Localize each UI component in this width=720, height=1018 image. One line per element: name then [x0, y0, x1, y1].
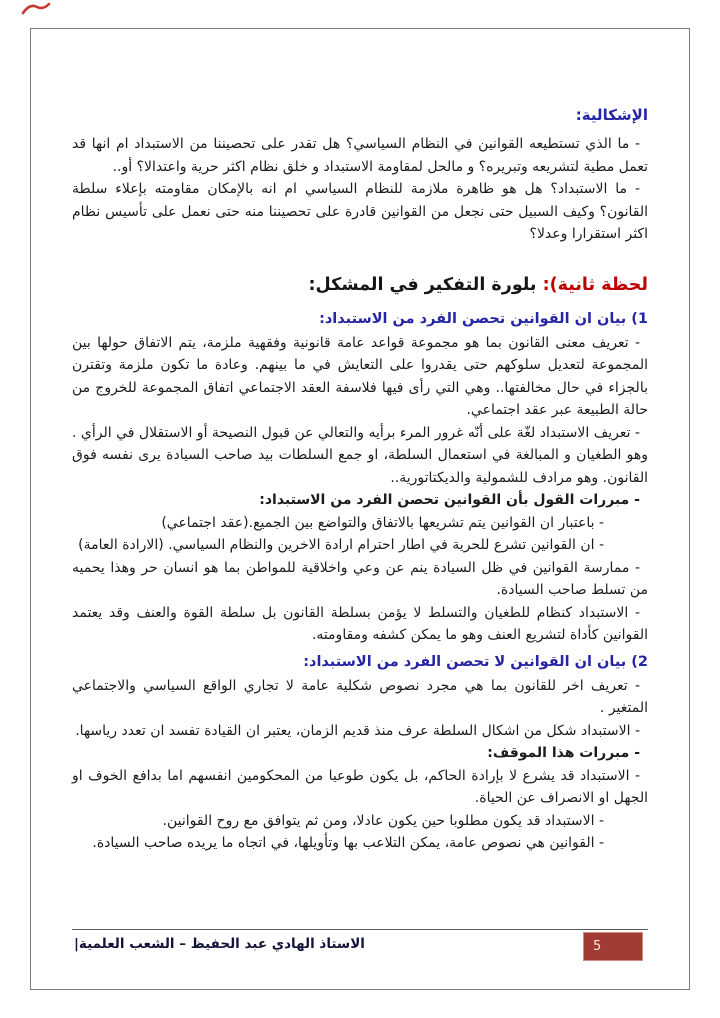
- page-content: [72, 103, 648, 855]
- section-1-heading: 1) بيان ان القوانين تحصن الفرد من الاستبداد:: [319, 310, 648, 327]
- footer-author: الاستاذ الهادي عبد الحفيظ – الشعب العلمية|: [74, 936, 365, 952]
- second-moment-heading: [72, 272, 648, 298]
- list-item: - ان القوانين تشرع للحرية في اطار احترام ارادة الاخرين والنظام السياسي. (الارادة العامة): [78, 537, 604, 553]
- list-item: - الاستبداد قد يشرع لا بإرادة الحاكم، بل يكون طوعيا من المحكومين انفسهم اما بدافع الخوف او الجهل او الانصراف عن الحياة.: [72, 767, 648, 806]
- problem-heading: الإشكالية:: [575, 106, 648, 124]
- list-item: - الاستبداد قد يكون مطلوبا حين يكون عادلا، ومن ثم يتوافق مع روح القوانين.: [162, 812, 604, 829]
- problem-bullet: - ما الذي تستطيعه القوانين في النظام السياسي؟ هل تقدر على تحصيننا من الاستبداد ام انها قد تعمل مطية لتشريعه وتبريره؟ و مالحل لمقاومة الاستبداد و خلق نظام اكثر حرية واعتدالا؟ أو..: [72, 136, 648, 175]
- list-item-justifications-heading: - مبررات القول بأن القوانين تحصن الفرد من الاستبداد:: [259, 492, 640, 508]
- second-moment-subtitle: بلورة التفكير في المشكل:: [308, 274, 543, 295]
- list-item: - الاستبداد شكل من اشكال السلطة عرف منذ قديم الزمان، يعتبر ان القيادة تفسد ان تعدد رياسها.: [75, 722, 640, 739]
- list-item: - ممارسة القوانين في ظل السيادة ينم عن وعي واخلاقية للمواطن بما هو انسان حر وهذا يحميه من تسلط صاحب السيادة.: [72, 559, 648, 598]
- list-item: - القوانين هي نصوص عامة، يمكن التلاعب بها وتأويلها، في اتجاه ما يريده صاحب السيادة.: [92, 835, 604, 851]
- footer-separator-line: [72, 929, 648, 930]
- section-2-heading: 2) بيان ان القوانين لا تحصن الفرد من الاستبداد:: [303, 653, 648, 670]
- red-pen-corner-mark: [21, 1, 51, 17]
- page-number-badge: 5: [583, 932, 643, 961]
- list-item: - تعريف الاستبداد لغّة على أنّه غرور المرء برأيه والتعالي عن قبول النصيحة أو الاستقلال في الرأي . وهو الطغيان و المبالغة في استعمال السلطة، او جمع السلطات بيد صاحب السيادة يرى نفسه فوق القانون. وهو مرادف للشمولية والديكتاتورية..: [72, 424, 648, 486]
- second-moment-label: لحظة ثانية):: [542, 274, 648, 295]
- problem-bullet: - ما الاستبداد؟ هل هو ظاهرة ملازمة للنظام السياسي ام انه بالإمكان مقاومته بإعلاء سلطة القانون؟ وكيف السبيل حتى نجعل من القوانين قادرة على تحصيننا منه حتى نعمل على تأسيس نظام اكثر استقرارا وعدلا؟: [72, 181, 648, 242]
- list-item: - الاستبداد كنظام للطغيان والتسلط لا يؤمن بسلطة القانون بل سلطة القوة والعنف وقد يعتمد القوانين كأداة لتشريع العنف وهو ما يمكن كشفه ومقاومته.: [72, 604, 648, 643]
- list-item: - تعريف معنى القانون بما هو مجموعة قواعد عامة قانونية وفقهية ملزمة، يتم الاتفاق حولها بين المجموعة لتعديل سلوكهم حتى يقدروا على التعايش في ما بينهم. وعادة ما تكون ملزمة وتقترن بالجزاء في حال مخالفتها.. وهي التي رأى فيها فلاسفة العقد الاجتماعي اتفاق المجموعة للخروج من حالة الطبيعة عبر عقد اجتماعي.: [72, 334, 648, 418]
- list-item: - باعتبار ان القوانين يتم تشريعها بالاتفاق والتواضع بين الجميع.(عقد اجتماعي): [161, 514, 604, 531]
- list-item-justifications-heading: - مبررات هذا الموقف:: [487, 745, 640, 761]
- list-item: - تعريف اخر للقانون بما هي مجرد نصوص شكلية عامة لا تجاري الواقع السياسي والاجتماعي المتغير .: [72, 677, 648, 716]
